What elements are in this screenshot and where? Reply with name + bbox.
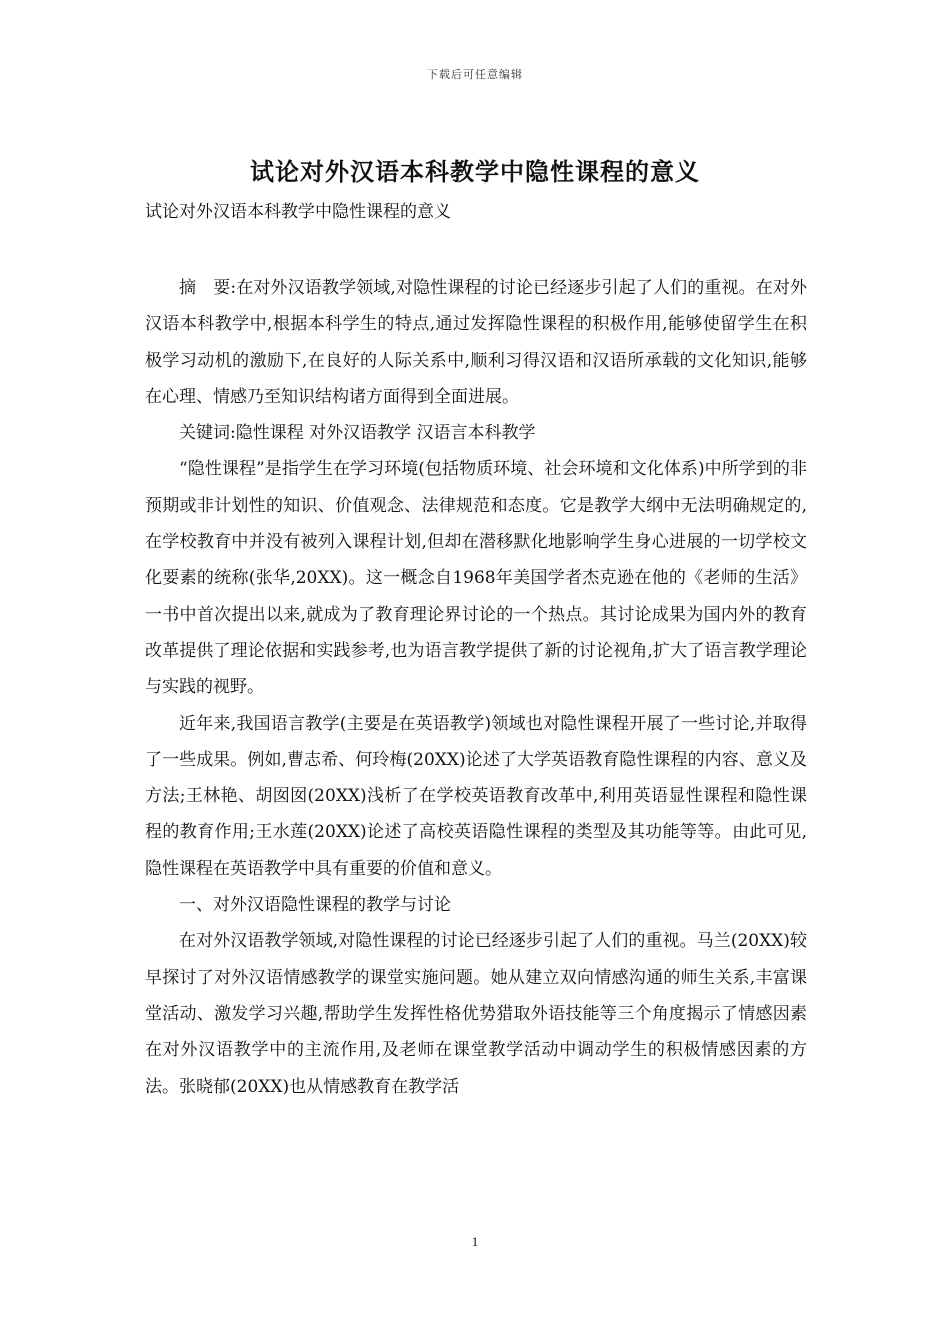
document-title: 试论对外汉语本科教学中隐性课程的意义	[250, 158, 700, 186]
body-paragraph: 近年来,我国语言教学(主要是在英语教学)领域也对隐性课程开展了一些讨论,并取得了一些成果。例如,曹志希、何玲梅(20XX)论述了大学英语教育隐性课程的内容、意义及方法;王林艳、胡囡囡(20XX)浅析了在学校英语教育改革中,利用英语显性课程和隐性课程的教育作用;王水莲(20XX)论述了高校英语隐性课程的类型及其功能等等。由此可见,隐性课程在英语教学中具有重要的价值和意义。	[145, 713, 807, 879]
page-header-note: 下载后可任意编辑	[427, 68, 523, 81]
document-body	[145, 270, 807, 1105]
abstract-paragraph: 摘 要:在对外汉语教学领域,对隐性课程的讨论已经逐步引起了人们的重视。在对外汉语本科教学中,根据本科学生的特点,通过发挥隐性课程的积极作用,能够使留学生在积极学习动机的激励下,在良好的人际关系中,顺利习得汉语和汉语所承载的文化知识,能够在心理、情感乃至知识结构诸方面得到全面进展。	[145, 278, 807, 407]
body-paragraph: 在对外汉语教学领域,对隐性课程的讨论已经逐步引起了人们的重视。马兰(20XX)较早探讨了对外汉语情感教学的课堂实施问题。她从建立双向情感沟通的师生关系,丰富课堂活动、激发学习兴趣,帮助学生发挥性格优势猎取外语技能等三个角度揭示了情感因素在对外汉语教学中的主流作用,及老师在课堂教学活动中调动学生的积极情感因素的方法。张晓郁(20XX)也从情感教育在教学活	[145, 931, 807, 1097]
page-number: 1	[471, 1234, 479, 1249]
body-paragraph: “隐性课程”是指学生在学习环境(包括物质环境、社会环境和文化体系)中所学到的非预期或非计划性的知识、价值观念、法律规范和态度。它是教学大纲中无法明确规定的,在学校教育中并没有被列入课程计划,但却在潜移默化地影响学生身心进展的一切学校文化要素的统称(张华,20XX)。这一概念自1968年美国学者杰克逊在他的《老师的生活》一书中首次提出以来,就成为了教育理论界讨论的一个热点。其讨论成果为国内外的教育改革提供了理论依据和实践参考,也为语言教学提供了新的讨论视角,扩大了语言教学理论与实践的视野。	[145, 459, 807, 698]
keywords-paragraph: 关键词:隐性课程 对外汉语教学 汉语言本科教学	[179, 423, 536, 444]
section-heading: 一、对外汉语隐性课程的教学与讨论	[179, 895, 451, 916]
document-subtitle: 试论对外汉语本科教学中隐性课程的意义	[145, 202, 451, 222]
